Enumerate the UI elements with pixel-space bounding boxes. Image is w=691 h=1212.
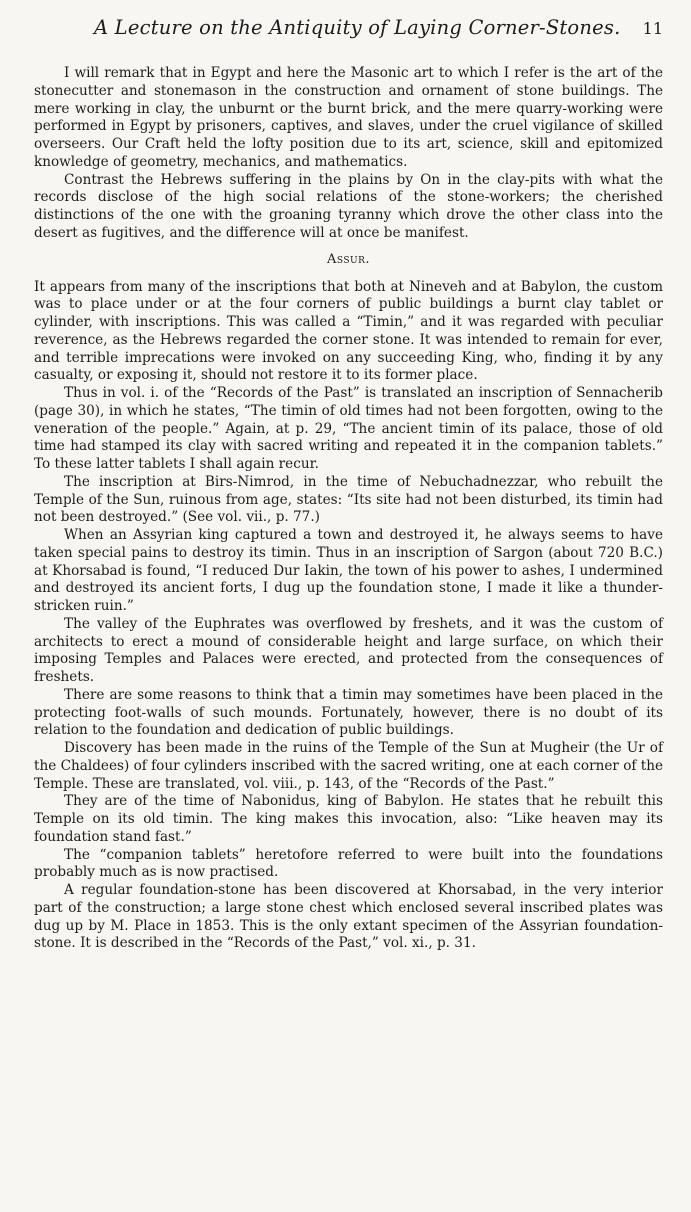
- intro-section: [34, 65, 663, 243]
- paragraph: Thus in vol. i. of the “Records of the Past” is translated an inscription of Sennacherib (page 30), in which he states, “The timin of old times had not been forgotten, owing to the veneration of the people.” Again, at p. 29, “The ancient timin of its palace, those of old time had stamped its clay with sacred writing and repeated it in the companion tablets.” To these latter tablets I shall again recur.: [34, 385, 663, 472]
- paragraph: They are of the time of Nabonidus, king of Babylon. He states that he rebuilt this Temple on its old timin. The king makes this invocation, also: “Like heaven may its foundation stand fast.”: [34, 793, 663, 845]
- paragraph: There are some reasons to think that a timin may sometimes have been placed in the protecting foot-walls of such mounds. Fortunately, however, there is no doubt of its relation to the foundation and dedication of public buildings.: [34, 686, 663, 739]
- running-head: [94, 16, 663, 39]
- paragraph: It appears from many of the inscriptions that both at Nineveh and at Babylon, the custom was to place under or at the four corners of public buildings a burnt clay tablet or cylinder, with inscriptions. This was called a “Timin,” and it was regarded with peculiar reverence, as the Hebrews regarded the corner stone. It was intended to remain for ever, and terrible imprecations were invoked on any succeeding King, who, finding it by any casualty, or exposing it, should not restore it to its former place.: [34, 278, 663, 384]
- paragraph: Contrast the Hebrews suffering in the plains by On in the clay-pits with what the records disclose of the high social relations of the stone-workers; the cherished distinctions of the one with the groaning tyranny which drove the other class into the desert as fugitives, and the difference will at once be manifest.: [34, 171, 663, 241]
- page-number: 11: [642, 19, 663, 38]
- paragraph: A regular foundation-stone has been discovered at Khorsabad, in the very interior part of the construction; a large stone chest which enclosed several inscribed plates was dug up by M. Place in 1853. This is the only extant specimen of the Assyrian foundation-stone. It is described in the “Records of the Past,” vol. xi., p. 31.: [34, 882, 663, 952]
- paragraph: I will remark that in Egypt and here the Masonic art to which I refer is the art of the stonecutter and stonemason in the construction and ornament of stone buildings. The mere working in clay, the unburnt or the burnt brick, and the mere quarry-working were performed in Egypt by prisoners, captives, and slaves, under the cruel vigilance of skilled overseers. Our Craft held the lofty position due to its art, science, skill and epitomized knowledge of geometry, mechanics, and mathematics.: [34, 65, 663, 170]
- assur-section: [34, 279, 663, 954]
- paragraph: When an Assyrian king captured a town and destroyed it, he always seems to have taken special pains to destroy its timin. Thus in an inscription of Sargon (about 720 B.C.) at Khorsabad is found, “I reduced Dur Iakin, the town of his power to ashes, I undermined and destroyed its ancient forts, I dug up the foundation stone, I made it like a thunder-stricken ruin.”: [34, 527, 663, 614]
- paragraph: The “companion tablets” heretofore referred to were built into the foundations probably much as is now practised.: [34, 846, 663, 881]
- paragraph: The valley of the Euphrates was overflowed by freshets, and it was the custom of architects to erect a mound of considerable height and large surface, on which their imposing Temples and Palaces were erected, and protected from the consequences of freshets.: [34, 615, 663, 685]
- section-heading: Assur.: [326, 251, 371, 267]
- paragraph: The inscription at Birs-Nimrod, in the time of Nebuchadnezzar, who rebuilt the Temple of the Sun, ruinous from age, states: “Its site had not been disturbed, its timin had not been destroyed.” (See vol. vii., p. 77.): [34, 473, 663, 526]
- paragraph: Discovery has been made in the ruins of the Temple of the Sun at Mugheir (the Ur of the Chaldees) of four cylinders inscribed with the sacred writing, one at each corner of the Temple. These are translated, vol. viii., p. 143, of the “Records of the Past.”: [34, 740, 664, 792]
- running-title: A Lecture on the Antiquity of Laying Corner-Stones.: [94, 16, 621, 39]
